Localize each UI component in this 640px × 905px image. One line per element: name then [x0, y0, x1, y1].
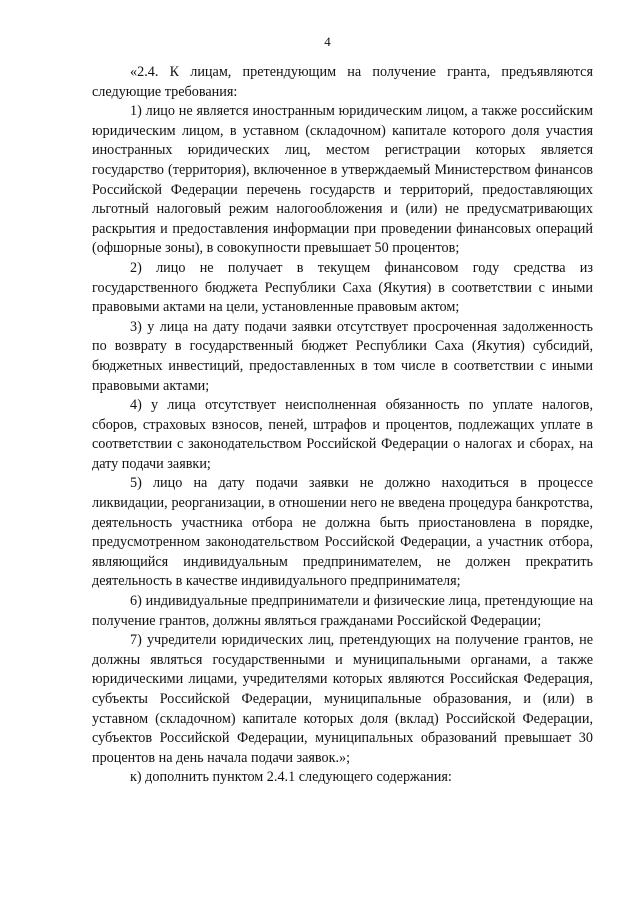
paragraph-amendment-k: к) дополнить пунктом 2.4.1 следующего содержания:: [130, 769, 452, 786]
paragraph-requirement-6: 6) индивидуальные предприниматели и физические лица, претендующие на получение грантов, должны являться гражданами Российской Федерации;: [92, 593, 593, 629]
paragraph-intro: «2.4. К лицам, претендующим на получение гранта, предъявляются следующие требования:: [92, 64, 593, 100]
paragraph-requirement-7: 7) учредители юридических лиц, претендующих на получение грантов, не должны являться государственными и муниципальными органами, а также юридическими лицами, учредителями которых являются Российская Федерация, субъекты Российской Федерации, муниципальные образования, и (или) в уставном (складочном) капитале которых доля (вклад) Российской Федерации, субъектов Российской Федерации, муниципальных образований превышает 30 процентов на день начала подачи заявок.»;: [92, 632, 593, 766]
paragraph-requirement-2: 2) лицо не получает в текущем финансовом году средства из государственного бюджета Республики Саха (Якутия) в соответствии с иными правовыми актами на цели, установленные правовым актом;: [92, 259, 593, 316]
paragraph-requirement-1: 1) лицо не является иностранным юридическим лицом, а также российским юридическим лицом, в уставном (складочном) капитале которого доля участия иностранных юридических лиц, местом регистрации которых является государство (территория), включенное в утверждаемый Министерством финансов Российской Федерации перечень государств и территорий, предоставляющих льготный налоговый режим налогообложения и (или) не предусматривающих раскрытия и предоставления информации при проведении финансовых операций (офшорные зоны), в совокупности превышает 50 процентов;: [92, 103, 593, 257]
paragraph-requirement-5: 5) лицо на дату подачи заявки не должно находиться в процессе ликвидации, реорганизации, в отношении него не введена процедура банкротства, деятельность участника отбора не должна быть приостановлена в порядке, предусмотренном законодательством Российской Федерации, а участник отбора, являющийся индивидуальным предпринимателем, не должен прекратить деятельность в качестве индивидуального предпринимателя;: [92, 475, 593, 590]
page-number: 4: [324, 34, 331, 49]
paragraph-requirement-3: 3) у лица на дату подачи заявки отсутствует просроченная задолженность по возврату в государственный бюджет Республики Саха (Якутия) субсидий, бюджетных инвестиций, предоставленных в том числе в соответствии с иными правовыми актами;: [92, 318, 593, 394]
paragraph-requirement-4: 4) у лица отсутствует неисполненная обязанность по уплате налогов, сборов, страховых взносов, пеней, штрафов и процентов, подлежащих уплате в соответствии с законодательством Российской Федерации о налогах и сборах, на дату подачи заявки;: [92, 397, 593, 472]
